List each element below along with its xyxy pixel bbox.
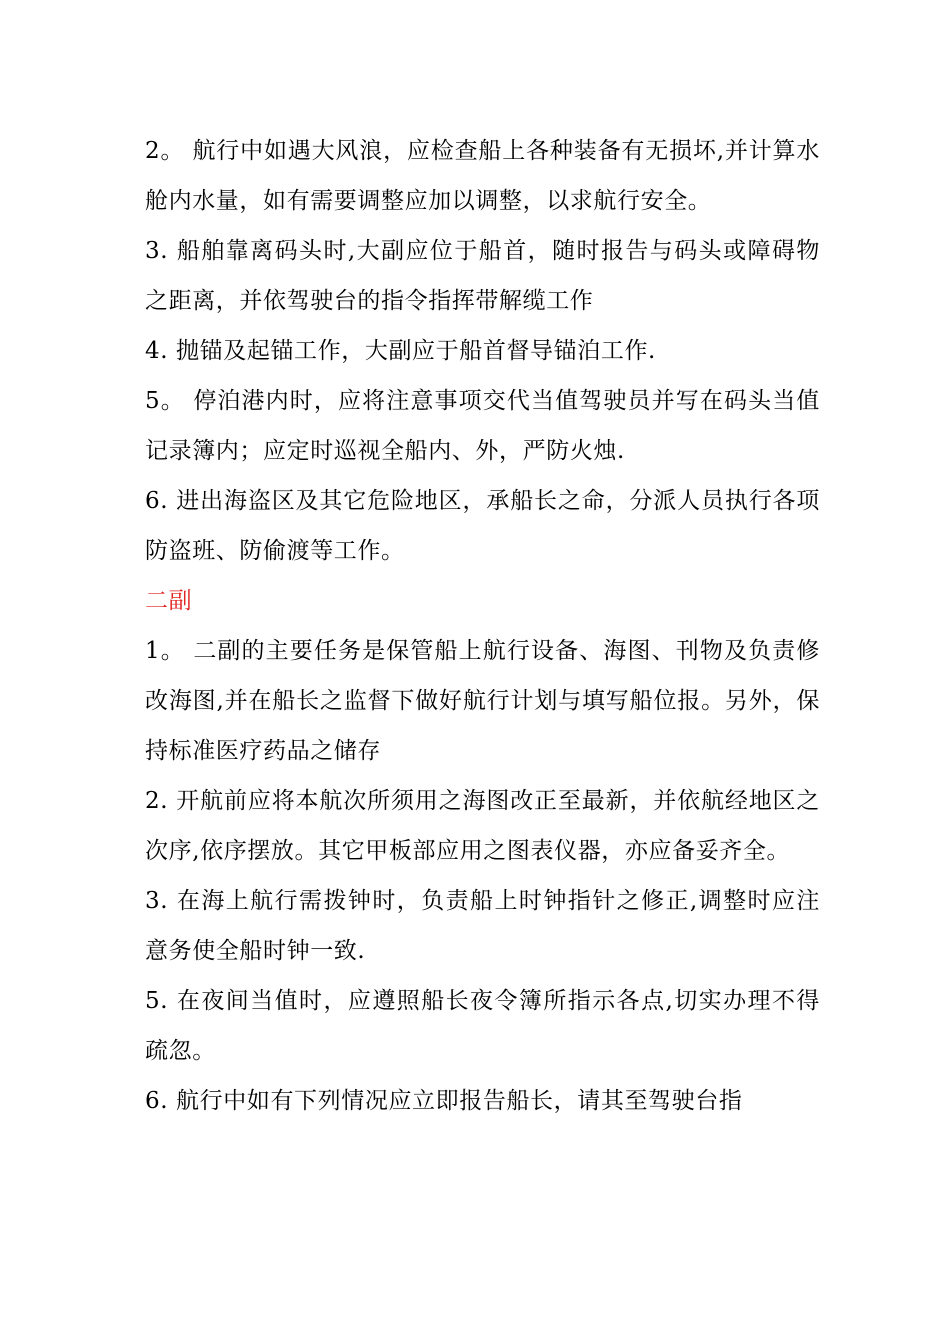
- paragraph-chief-mate-item-2: 2。 航行中如遇大风浪，应检查船上各种装备有无损坏,并计算水舱内水量，如有需要调整应加以调整，以求航行安全。: [145, 138, 820, 214]
- paragraph-chief-mate-item-6: 6. 进出海盗区及其它危险地区，承船长之命，分派人员执行各项防盗班、防偷渡等工作。: [145, 488, 820, 564]
- paragraph-chief-mate-item-4: 4. 抛锚及起锚工作，大副应于船首督导锚泊工作.: [145, 338, 656, 364]
- section-heading-second-mate: 二副: [145, 588, 193, 614]
- paragraph-second-mate-item-5: 5. 在夜间当值时，应遵照船长夜令簿所指示各点,切实办理不得疏忽。: [145, 988, 820, 1064]
- paragraph-second-mate-item-2: 2. 开航前应将本航次所须用之海图改正至最新，并依航经地区之次序,依序摆放。其它甲板部应用之图表仪器，亦应备妥齐全。: [145, 788, 820, 864]
- paragraph-chief-mate-item-3: 3. 船舶靠离码头时,大副应位于船首，随时报告与码头或障碍物之距离，并依驾驶台的指令指挥带解缆工作: [145, 238, 820, 314]
- paragraph-chief-mate-item-5: 5。 停泊港内时，应将注意事项交代当值驾驶员并写在码头当值记录簿内；应定时巡视全船内、外，严防火烛.: [145, 388, 820, 464]
- paragraph-second-mate-item-3: 3. 在海上航行需拨钟时，负责船上时钟指针之修正,调整时应注意务使全船时钟一致.: [145, 888, 820, 964]
- paragraph-second-mate-item-6: 6. 航行中如有下列情况应立即报告船长，请其至驾驶台指: [145, 1088, 743, 1114]
- paragraph-second-mate-item-1: 1。 二副的主要任务是保管船上航行设备、海图、刊物及负责修改海图,并在船长之监督下做好航行计划与填写船位报。另外，保持标准医疗药品之储存: [145, 638, 820, 764]
